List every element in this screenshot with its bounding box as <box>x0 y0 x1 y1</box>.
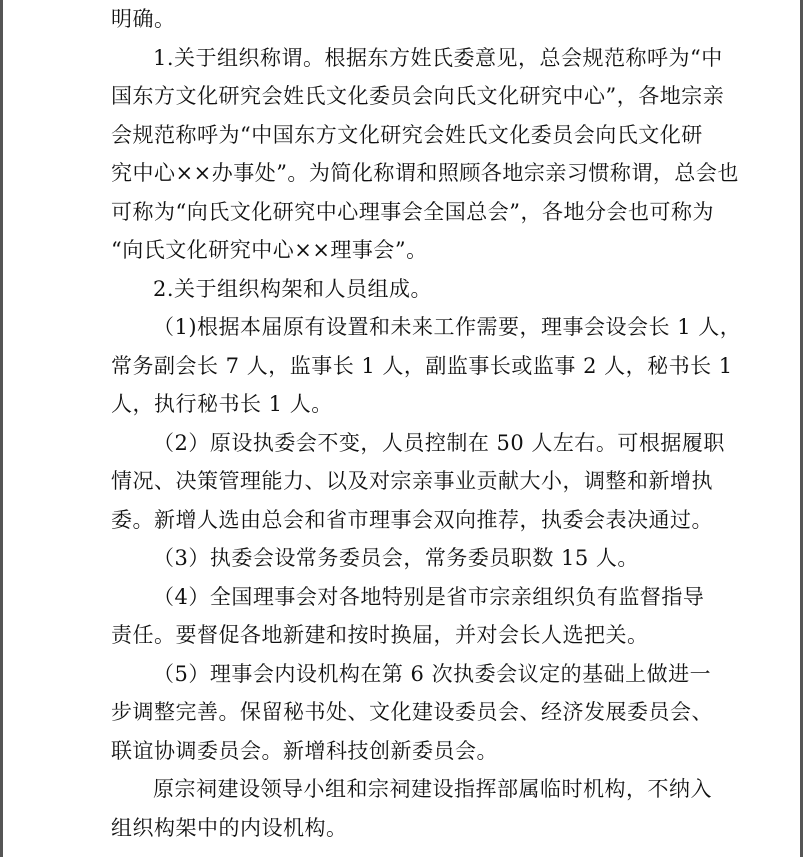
text-line: 委。新增人选由总会和省市理事会双向推荐，执委会表决通过。 <box>111 507 713 532</box>
paragraph-title-org-structure: 2.关于组织构架和人员组成。 <box>153 276 433 301</box>
item-1: （1)根据本届原有设置和未来工作需要，理事会设会长 1 人， <box>153 315 742 339</box>
text-line: 组织构架中的内设机构。 <box>111 815 348 840</box>
text-line: 可称为“向氏文化研究中心理事会全国总会”，各地分会也可称为 <box>111 199 714 224</box>
item-2: （2）原设执委会不变，人员控制在 50 人左右。可根据履职 <box>153 430 725 455</box>
text-line: 明确。 <box>111 7 176 31</box>
text-line: 会规范称呼为“中国东方文化研究会姓氏文化委员会向氏文化研 <box>111 122 703 147</box>
text-line: 常务副会长 7 人，监事长 1 人，副监事长或监事 2 人，秘书长 1 <box>111 353 733 378</box>
text-line: “向氏文化研究中心××理事会”。 <box>111 238 428 262</box>
text-line: 联谊协调委员会。新增科技创新委员会。 <box>111 738 498 763</box>
item-3: （3）执委会设常务委员会，常务委员职数 15 人。 <box>153 546 639 570</box>
document-body <box>111 0 742 847</box>
paragraph-ancestral-hall: 原宗祠建设领导小组和宗祠建设指挥部属临时机构，不纳入 <box>153 777 712 801</box>
text-line: 究中心××办事处”。为简化称谓和照顾各地宗亲习惯称谓，总会也 <box>111 161 739 185</box>
text-line: 责任。要督促各地新建和按时换届，并对会长人选把关。 <box>111 623 649 647</box>
paragraph-title-org-name: 1.关于组织称谓。根据东方姓氏委意见，总会规范称呼为“中 <box>153 45 723 70</box>
item-5: （5）理事会内设机构在第 6 次执委会议定的基础上做进一 <box>153 661 712 686</box>
text-line: 人，执行秘书长 1 人。 <box>111 392 333 416</box>
text-line: 步调整完善。保留秘书处、文化建设委员会、经济发展委员会、 <box>111 700 713 724</box>
text-line: 国东方文化研究会姓氏文化委员会向氏文化研究中心”，各地宗亲 <box>111 84 725 108</box>
item-4: （4）全国理事会对各地特别是省市宗亲组织负有监督指导 <box>153 584 705 609</box>
text-line: 情况、决策管理能力、以及对宗亲事业贡献大小，调整和新增执 <box>111 469 713 493</box>
